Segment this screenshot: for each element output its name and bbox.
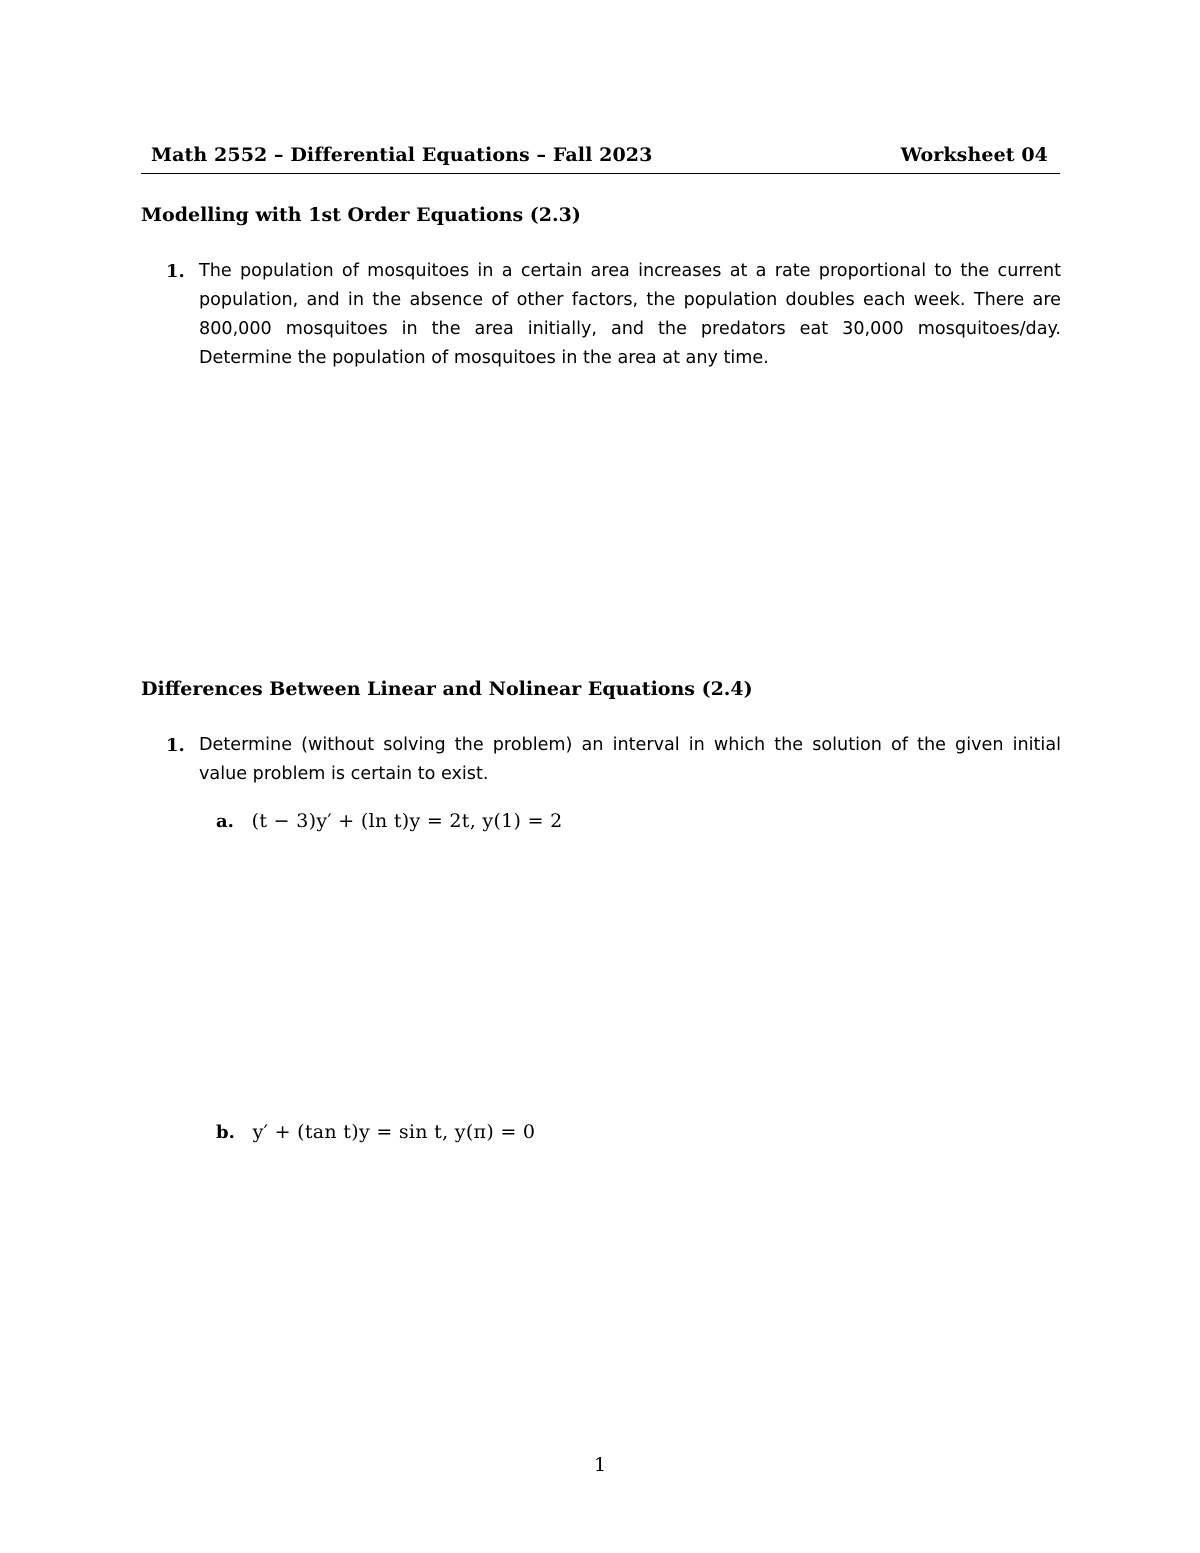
problem-mosquito-population [166, 257, 1061, 373]
subpart-equation: (t − 3)y′ + (ln t)y = 2t, y(1) = 2 [251, 810, 563, 832]
page-number: 1 [593, 1454, 607, 1476]
course-title: Math 2552 – Differential Equations – Fall 2023 [151, 144, 653, 166]
section-heading-modelling: Modelling with 1st Order Equations (2.3) [141, 204, 581, 226]
section-heading-linear-nonlinear: Differences Between Linear and Nolinear Equations (2.4) [141, 678, 753, 700]
subpart-label: b. [216, 1122, 235, 1143]
worksheet-label: Worksheet 04 [900, 144, 1048, 166]
page-header [141, 140, 1060, 174]
subpart-a [216, 810, 563, 832]
problem-number: 1. [166, 261, 185, 282]
subpart-equation: y′ + (tan t)y = sin t, y(π) = 0 [252, 1121, 536, 1143]
problem-text: The population of mosquitoes in a certain area increases at a rate proportional to the current population, and in the absence of other factors, the population doubles each week. There are 800,000 mosquitoes in the area initially, and the predators eat 30,000 mosquitoes/day. Determine the population of mosquitoes in the area at any time. [199, 261, 1061, 368]
problem-text: Determine (without solving the problem) an interval in which the solution of the given initial value problem is certain to exist. [199, 735, 1061, 784]
subpart-b [216, 1121, 535, 1143]
problem-number: 1. [166, 735, 185, 756]
problem-existence-interval [166, 731, 1061, 789]
subpart-label: a. [216, 811, 234, 832]
